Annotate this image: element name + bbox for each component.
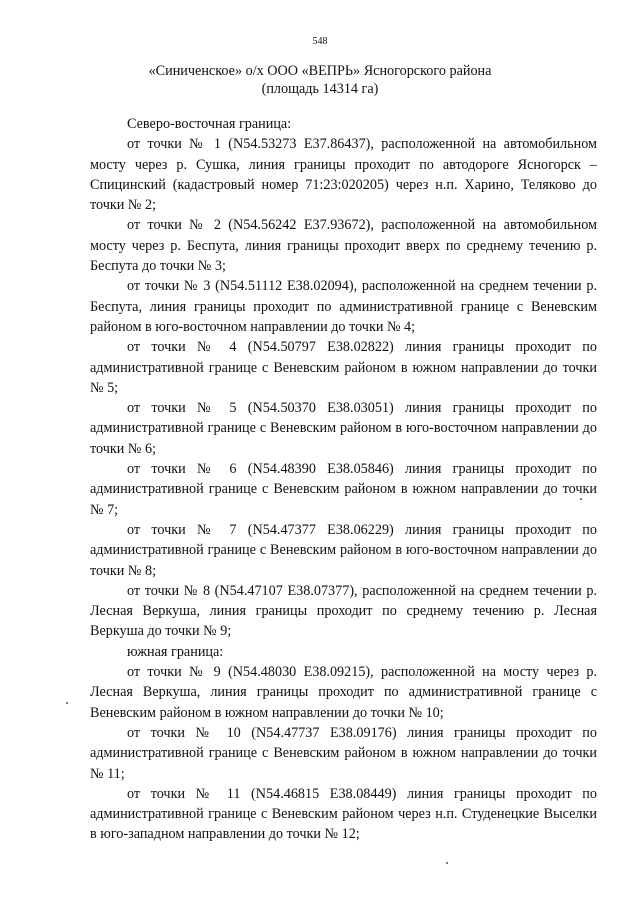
paragraph: от точки № 7 (N54.47377 E38.06229) линия границы проходит по административной границе с Веневским районом в юго-восточном направлении до точки № 8; [90,521,597,579]
paragraph: южная граница: [127,643,224,660]
paragraph: от точки № 3 (N54.51112 E38.02094), расположенной на среднем течении р. Беспута, линия границы проходит по административной границе с Веневским районом в юго-восточном направлении до точки № 4; [90,278,597,335]
scan-speck [446,862,448,864]
paragraph: от точки № 9 (N54.48030 E38.09215), расположенной на мосту через р. Лесная Веркуша, линия границы проходит по административной границе с Веневским районом в южном направлении до точки № 10; [90,664,597,721]
title-line-2: (площадь 14314 га) [261,81,379,97]
paragraph: от точки № 5 (N54.50370 E38.03051) линия границы проходит по административной границе с Веневским районом в юго-восточном направлении до точки № 6; [90,400,597,457]
scan-speck [580,498,582,500]
paragraph: от точки № 8 (N54.47107 E38.07377), расположенной на среднем течении р. Лесная Веркуша, линия границы проходит по среднему течению р. Лесная Веркуша до точки № 9; [90,582,597,640]
document-body [90,114,597,845]
document-title [90,62,550,98]
paragraph: от точки № 11 (N54.46815 E38.08449) линия границы проходит по административной границе с Веневским районом через н.п. Студенецкие Выселки в юго-западном направлении до точки № 12; [90,785,597,843]
paragraph: Северо-восточная граница: [127,116,292,132]
title-line-1: «Синиченское» о/х ООО «ВЕПРЬ» Ясногорского района [148,63,492,79]
scan-speck [66,702,68,704]
paragraph: от точки № 10 (N54.47737 E38.09176) линия границы проходит по административной границе с Веневским районом в южном направлении до точки № 11; [90,724,597,782]
paragraph: от точки № 6 (N54.48390 E38.05846) линия границы проходит по административной границе с Веневским районом в южном направлении до точки № 7; [90,461,597,518]
page-number: 548 [312,36,328,47]
paragraph: от точки № 2 (N54.56242 E37.93672), расположенной на автомобильном мосту через р. Беспута, линия границы проходит вверх по среднему течению р. Беспута до точки № 3; [90,217,597,275]
paragraph: от точки № 1 (N54.53273 E37.86437), расположенной на автомобильном мосту через р. Сушка, линия границы проходит по автодороге Ясногорск – Спицинский (кадастровый номер 71:23:020205) через н.п. Харино, Теляково до точки № 2; [90,136,597,214]
paragraph: от точки № 4 (N54.50797 E38.02822) линия границы проходит по административной границе с Веневским районом в южном направлении до точки № 5; [90,339,597,396]
